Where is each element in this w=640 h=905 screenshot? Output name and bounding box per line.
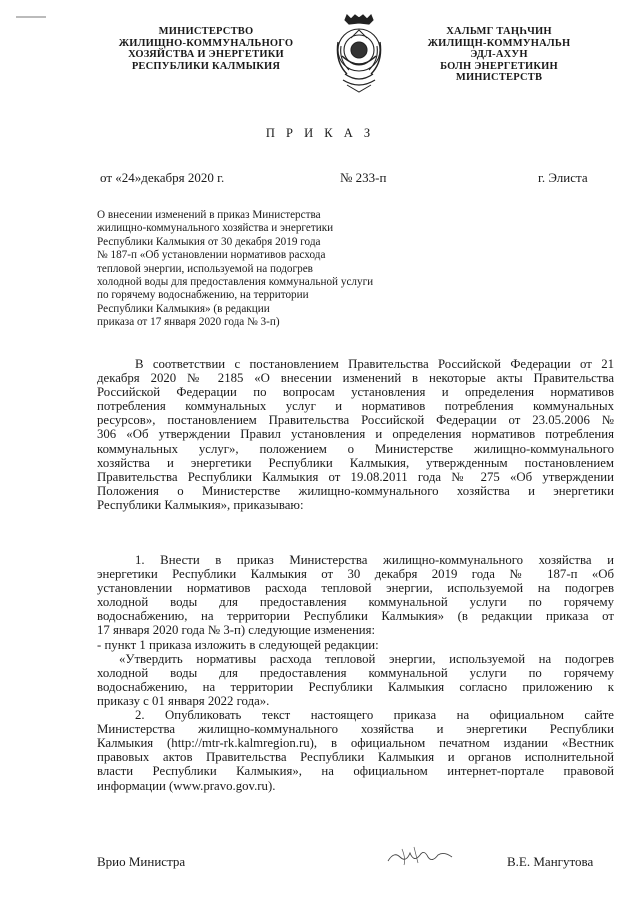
paragraph-line: власти Республики Калмыкия», на официальном интернет-портале правовой (97, 764, 614, 779)
ministry-name-kalmyk (408, 26, 590, 84)
paragraph-line: установлении нормативов расхода тепловой энергии, используемой на подогрев (97, 581, 614, 596)
paragraph-line: В соответствии с постановлением Правительства Российской Федерации от 21 (135, 357, 614, 371)
subject-line: тепловой энергии, используемой на подогрев (97, 262, 313, 275)
item-1-quote (97, 652, 614, 708)
subject-line: приказа от 17 января 2020 года № 3-п) (97, 316, 280, 329)
header-line: МИНИСТЕРСТВО (158, 26, 254, 37)
ministry-name-russian (116, 26, 296, 72)
date-rest: декабря 2020 г. (141, 170, 225, 185)
document-type-title: П Р И К А З (265, 126, 375, 140)
header-line: ЖИЛИЩНО-КОММУНАЛЬНОГО (118, 37, 294, 49)
signatory-position: Врио Министра (97, 854, 186, 869)
paragraph-line: потребления коммунальных услуг и нормативов потребления коммунальных (97, 399, 614, 414)
handwritten-signature-icon (384, 843, 456, 869)
paragraph-line: Калмыкия (http://mtr-rk.kalmregion.ru), в официальном печатном издании «Вестник (97, 736, 614, 751)
paragraph-line: приказу с 01 января 2022 года». (97, 693, 270, 708)
document-date (100, 170, 224, 186)
paragraph-line: декабря 2020 № 2185 «О внесении изменений в некоторые акты Правительства (97, 371, 614, 386)
kalmykia-emblem-icon (329, 12, 389, 96)
document-city: г. Элиста (538, 170, 588, 185)
date-day: «24» (115, 170, 142, 185)
document-number: № 233-п (340, 170, 387, 185)
paragraph-line: 1. Внести в приказ Министерства жилищно-коммунального хозяйства и (135, 553, 614, 567)
subject-line: О внесении изменений в приказ Министерства (97, 209, 321, 221)
scan-speck (16, 16, 46, 18)
paragraph-line: 17 января 2020 года № 3-п) следующие изменения: (97, 623, 376, 638)
paragraph-line: хозяйства и энергетики Республики Калмыкия, утвержденным постановлением (97, 455, 614, 470)
paragraph-line: 2. Опубликовать текст настоящего приказа на официальном сайте (135, 708, 614, 723)
paragraph-line: «Утвердить нормативы расхода тепловой энергии, используемой на подогрев (119, 651, 614, 666)
paragraph-line: холодной воды для предоставления коммунальной услуги по горячему (97, 665, 614, 680)
item-1-subpoint: - пункт 1 приказа изложить в следующей редакции: (97, 637, 379, 652)
paragraph-line: Положения о Министерстве жилищно-коммунального хозяйства и энергетики (97, 483, 614, 498)
document-subject (97, 209, 373, 330)
paragraph-line: 306 «Об утверждении Правил установления и определения нормативов потребления (97, 427, 614, 442)
paragraph-line: водоснабжению, на территории Республики Калмыкия» (в редакции приказа от (97, 609, 614, 624)
paragraph-line: ресурсов», постановлением Правительства Российской Федерации от 23.05.2006 № (97, 413, 614, 428)
item-1-paragraph (97, 553, 614, 638)
header-line: ЭДЛ-АХУН (470, 49, 528, 60)
subject-line: Республики Калмыкия» (в редакции (97, 302, 270, 315)
header-line: ХАЛЬМГ ТАҢҺЧИН (446, 26, 552, 37)
preamble-paragraph (97, 357, 614, 512)
paragraph-line: правовых актов Правительства Республики Калмыкия и органов исполнительной (97, 750, 614, 765)
signatory-name: В.Е. Мангутова (507, 854, 594, 869)
item-2-paragraph (97, 708, 614, 793)
paragraph-line: Министерства жилищно-коммунального хозяйства и энергетики Республики (97, 722, 614, 737)
header-line: БОЛН ЭНЕРГЕТИКИН (440, 60, 558, 72)
header-line: МИНИСТЕРСТВ (455, 72, 543, 83)
subject-line: холодной воды для предоставления коммунальной услуги (97, 276, 374, 289)
date-prefix: от (100, 170, 113, 185)
paragraph-line: энергетики Республики Калмыкия от 30 декабря 2019 года № 187-п «Об (97, 567, 614, 582)
paragraph-line: холодной воды для предоставления коммунальной услуги по горячему (97, 595, 614, 610)
subject-line: № 187-п «Об установлении нормативов расхода (97, 249, 326, 262)
header-line: ЖИЛИЩН-КОММУНАЛЬН (427, 37, 571, 49)
paragraph-line: Республики Калмыкия», приказываю: (97, 497, 304, 512)
paragraph-line: водоснабжению, на территории Республики Калмыкия согласно приложению к (97, 679, 614, 694)
header-line: ХОЗЯЙСТВА И ЭНЕРГЕТИКИ (128, 49, 284, 60)
subject-line: по горячему водоснабжению, на территории (97, 289, 309, 302)
paragraph-line: информации (www.pravo.gov.ru). (97, 778, 276, 793)
paragraph-line: Российской Федерации по вопросам установления и определения нормативов (97, 385, 614, 400)
subject-line: Республики Калмыкия от 30 декабря 2019 года (97, 235, 321, 248)
paragraph-line: коммунальных услуг», положением о Министерстве жилищно-коммунального (97, 441, 614, 456)
header-line: РЕСПУБЛИКИ КАЛМЫКИЯ (131, 60, 281, 72)
paragraph-line: Правительства Республики Калмыкия от 19.08.2011 года № 275 «Об утверждении (97, 469, 614, 484)
subject-line: жилищно-коммунального хозяйства и энергетики (97, 222, 334, 235)
